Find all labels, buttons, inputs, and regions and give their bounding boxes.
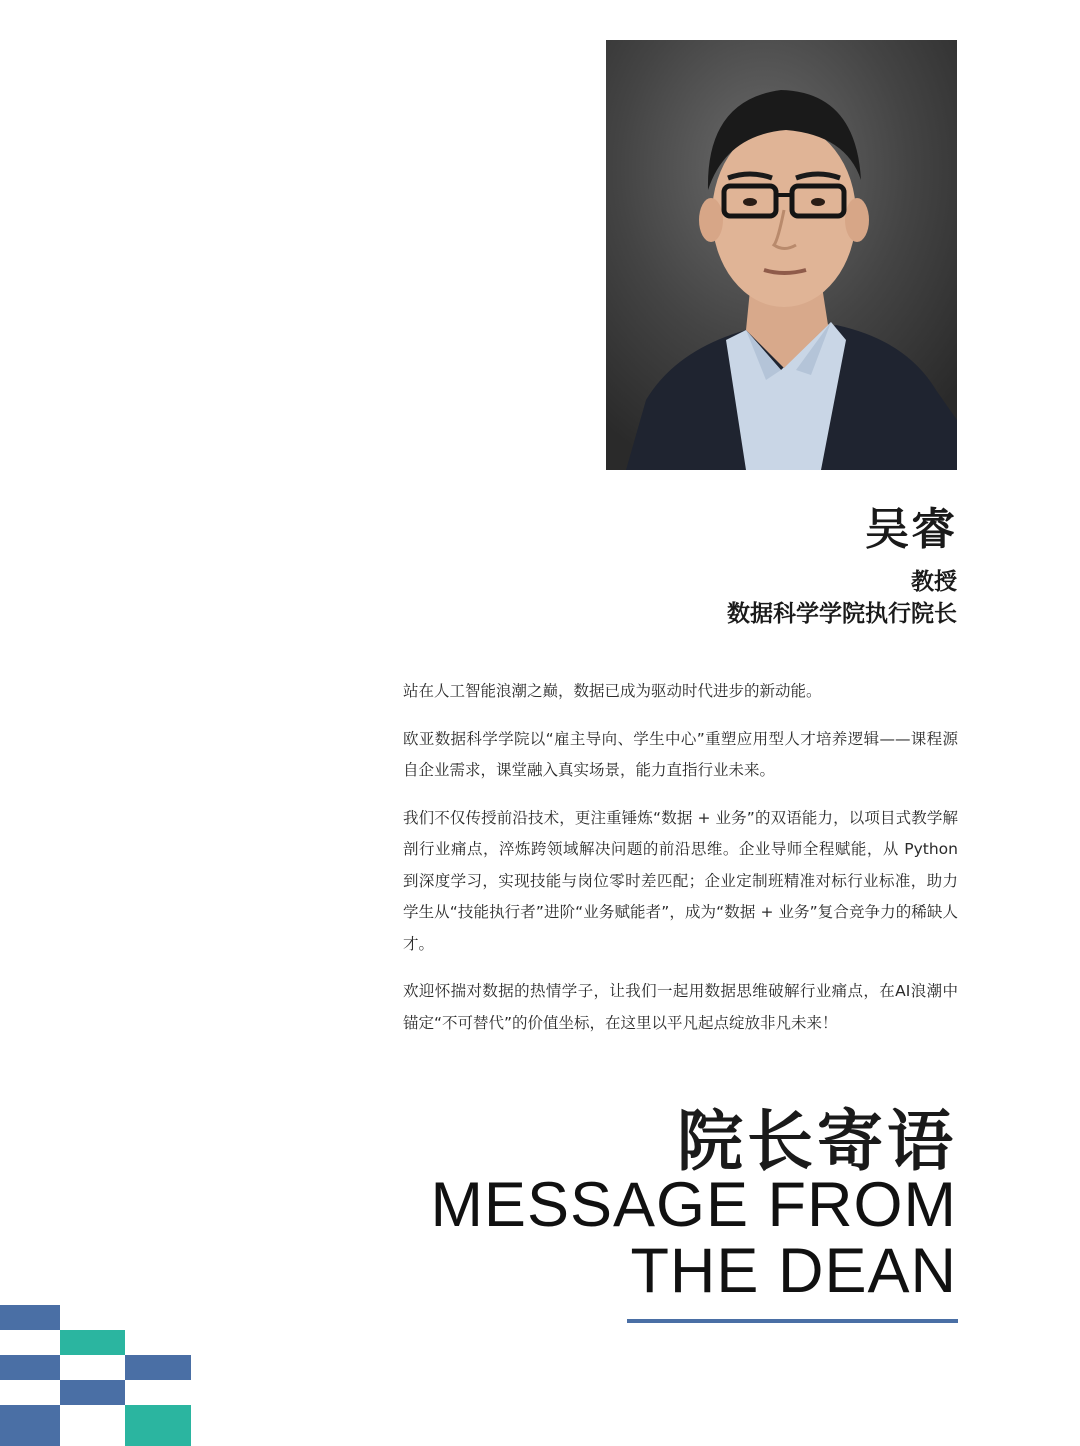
decor-block [125, 1405, 191, 1446]
decor-block [125, 1355, 191, 1380]
heading-english-line-1: MESSAGE FROM [430, 1170, 957, 1240]
section-heading-chinese: 院长寄语 [677, 1103, 957, 1180]
message-paragraph-3: 我们不仅传授前沿技术，更注重锤炼“数据 + 业务”的双语能力，以项目式教学解剖行业痛点，淬炼跨领域解决问题的前沿思维。企业导师全程赋能，从 Python 到深度学习，实现技能与岗位零时差匹配；企业定制班精准对标行业标准，助力学生从“技能执行者”进阶“业务赋能者”，成为“数据 + 业务”复合竞争力的稀缺人才。 [403, 808, 958, 953]
decor-block [60, 1330, 125, 1355]
dean-message-body [403, 676, 958, 1055]
dean-title-professor: 教授 [911, 569, 957, 595]
portrait-illustration [606, 40, 957, 470]
dean-name: 吴睿 [865, 504, 957, 555]
decor-block [0, 1305, 60, 1330]
heading-underline [627, 1319, 958, 1323]
message-paragraph-1: 站在人工智能浪潮之巅，数据已成为驱动时代进步的新动能。 [403, 682, 822, 700]
decor-block [0, 1355, 60, 1380]
dean-title-position: 数据科学学院执行院长 [727, 601, 957, 627]
decor-block [0, 1405, 60, 1446]
heading-english-line-2: THE DEAN [630, 1236, 957, 1306]
decor-block [60, 1380, 125, 1405]
dean-portrait-photo [606, 40, 957, 470]
message-paragraph-2: 欧亚数据科学学院以“雇主导向、学生中心”重塑应用型人才培养逻辑——课程源自企业需求，课堂融入真实场景，能力直指行业未来。 [403, 729, 958, 779]
message-paragraph-4: 欢迎怀揣对数据的热情学子，让我们一起用数据思维破解行业痛点，在AI浪潮中锚定“不可替代”的价值坐标，在这里以平凡起点绽放非凡未来！ [403, 982, 958, 1032]
dean-titles [727, 566, 957, 630]
section-heading-english [430, 1172, 957, 1304]
